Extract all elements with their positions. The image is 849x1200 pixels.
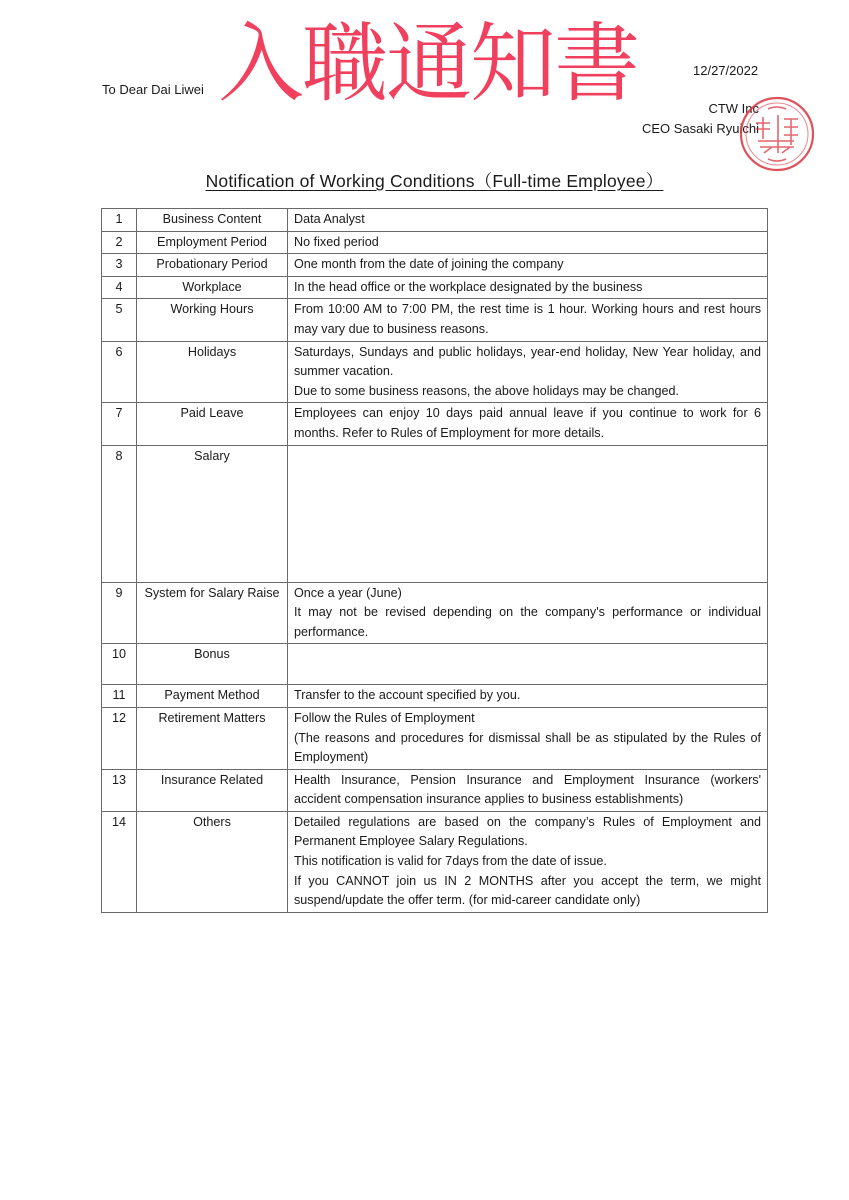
table-row [102, 811, 768, 912]
row-item-label: Others [137, 811, 288, 912]
row-number: 1 [102, 209, 137, 232]
company-seal-icon [738, 95, 816, 173]
table-row [102, 254, 768, 277]
content-line: If you CANNOT join us IN 2 MONTHS after you accept the term, we might suspend/update the offer term. (for mid-career candidate only) [294, 873, 761, 908]
content-line: Due to some business reasons, the above holidays may be changed. [294, 383, 680, 398]
table-row [102, 231, 768, 254]
table-row [102, 769, 768, 811]
row-item-label: Holidays [137, 341, 288, 403]
table-row [102, 707, 768, 769]
row-number: 11 [102, 685, 137, 708]
row-number: 8 [102, 445, 137, 582]
row-item-label: Payment Method [137, 685, 288, 708]
table-row [102, 341, 768, 403]
row-number: 4 [102, 276, 137, 299]
row-content [288, 276, 768, 299]
content-line: This notification is valid for 7days from the date of issue. [294, 854, 607, 869]
row-content [288, 582, 768, 644]
content-line: Data Analyst [294, 212, 365, 226]
row-item-label: Salary [137, 445, 288, 582]
row-number: 13 [102, 769, 137, 811]
row-item-label: Paid Leave [137, 403, 288, 445]
row-item-label: Retirement Matters [137, 707, 288, 769]
company-name: CTW Inc [708, 101, 759, 116]
issue-date: 12/27/2022 [693, 63, 759, 78]
row-item-label: System for Salary Raise [137, 582, 288, 644]
table-row [102, 582, 768, 644]
content-line: Detailed regulations are based on the company’s Rules of Employment and Permanent Employee Salary Regulations. [294, 814, 761, 849]
row-content [288, 403, 768, 445]
row-content [288, 341, 768, 403]
table-row [102, 209, 768, 232]
content-line: Employees can enjoy 10 days paid annual leave if you continue to work for 6 months. Refer to Rules of Employment for more details. [294, 406, 761, 440]
row-content [288, 254, 768, 277]
ceo-name: CEO Sasaki Ryuichi [641, 121, 759, 136]
content-line: From 10:00 AM to 7:00 PM, the rest time is 1 hour. Working hours and rest hours may vary due to business reasons. [294, 302, 761, 336]
content-line: Transfer to the account specified by you. [294, 688, 521, 703]
content-line: Health Insurance, Pension Insurance and Employment Insurance (workers' accident compensation insurance applies to business establishments) [294, 772, 761, 807]
offer-letter-title: 入職通知書 [218, 14, 638, 114]
row-item-label: Probationary Period [137, 254, 288, 277]
row-number: 2 [102, 231, 137, 254]
row-content [288, 811, 768, 912]
working-conditions-table [101, 208, 768, 913]
table-row [102, 299, 768, 341]
document-title: Notification of Working Conditions（Full-time Employee） [205, 171, 664, 191]
row-item-label: Insurance Related [137, 769, 288, 811]
content-line: One month from the date of joining the company [294, 257, 564, 272]
content-line: Once a year (June) [294, 585, 402, 600]
row-number: 14 [102, 811, 137, 912]
table-row [102, 403, 768, 445]
row-content [288, 685, 768, 708]
content-line: In the head office or the workplace designated by the business [294, 279, 643, 294]
row-content [288, 707, 768, 769]
row-item-label: Employment Period [137, 231, 288, 254]
row-number: 7 [102, 403, 137, 445]
row-content [288, 445, 768, 582]
row-content [288, 299, 768, 341]
content-line: No fixed period [294, 234, 379, 249]
content-line: (The reasons and procedures for dismissal shall be as stipulated by the Rules of Employment) [294, 730, 761, 765]
row-item-label: Bonus [137, 644, 288, 685]
recipient-line: To Dear Dai Liwei [102, 82, 204, 97]
content-line: It may not be revised depending on the company's performance or individual performance. [294, 605, 761, 639]
row-content [288, 231, 768, 254]
row-number: 12 [102, 707, 137, 769]
table-row [102, 445, 768, 582]
row-number: 9 [102, 582, 137, 644]
row-number: 6 [102, 341, 137, 403]
table-row [102, 685, 768, 708]
row-content [288, 209, 768, 232]
row-number: 5 [102, 299, 137, 341]
row-item-label: Workplace [137, 276, 288, 299]
content-line: Follow the Rules of Employment [294, 710, 475, 725]
row-number: 10 [102, 644, 137, 685]
content-line: Saturdays, Sundays and public holidays, year-end holiday, New Year holiday, and summer vacation. [294, 344, 761, 379]
row-item-label: Business Content [137, 209, 288, 232]
table-row [102, 644, 768, 685]
row-number: 3 [102, 254, 137, 277]
row-content [288, 644, 768, 685]
row-content [288, 769, 768, 811]
row-item-label: Working Hours [137, 299, 288, 341]
table-row [102, 276, 768, 299]
